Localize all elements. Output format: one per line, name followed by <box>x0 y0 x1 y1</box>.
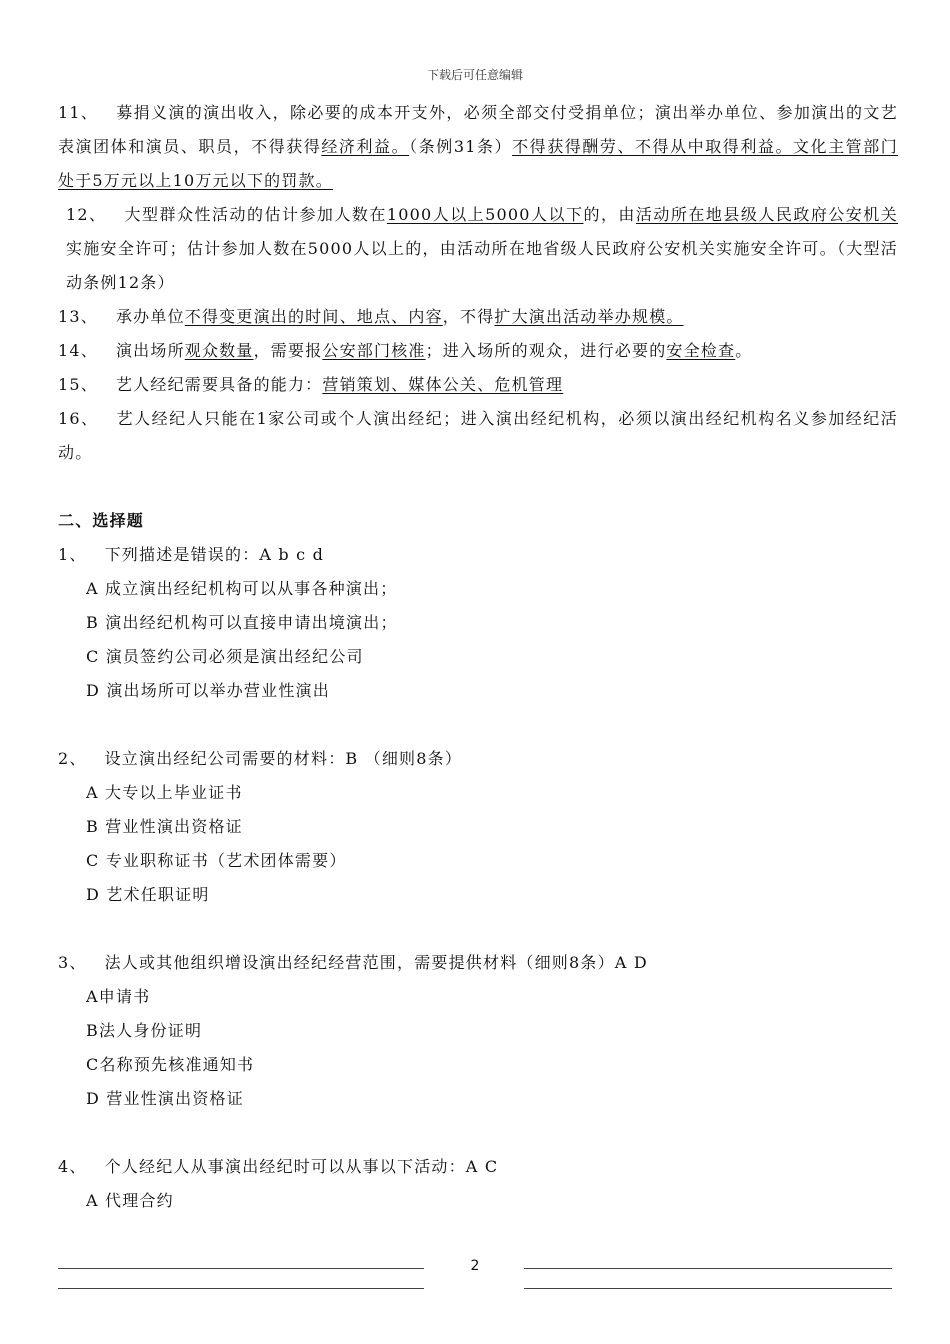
question-2: 2、 设立演出经纪公司需要的材料：B （细则8条） <box>58 749 463 768</box>
section-title: 二、选择题 <box>58 511 145 530</box>
option: D 演出场所可以举办营业性演出 <box>86 681 330 700</box>
underlined-answer: 安全检查 <box>666 341 736 360</box>
item-number: 13、 <box>58 307 98 326</box>
option: A 成立演出经纪机构可以从事各种演出； <box>86 579 398 598</box>
underlined-answer: 观众数量 <box>184 341 254 360</box>
option: A 大专以上毕业证书 <box>86 783 243 802</box>
item-number: 15、 <box>58 375 98 394</box>
underlined-answer: 经济利益。 <box>321 137 410 156</box>
option: B 营业性演出资格证 <box>86 817 243 836</box>
item-12: 12、 大型群众性活动的估计参加人数在1000人以上5000人以下的，由活动所在地县级人民政府公安机关实施安全许可；估计参加人数在5000人以上的，由活动所在地省级人民政府公安机关实施安全许可。（大型活动条例12条） <box>66 205 898 292</box>
page-number: 2 <box>470 1258 480 1274</box>
document-body <box>58 96 898 1218</box>
option: B法人身份证明 <box>86 1021 203 1040</box>
underlined-answer: 不得变更演出的时间、地点、内容 <box>184 307 443 326</box>
underlined-answer: 扩大演出活动举办规模。 <box>494 307 684 326</box>
question-1: 1、 下列描述是错误的：A b c d <box>58 545 325 564</box>
underlined-answer: 活动所在地县级人民政府公安机关 <box>635 205 898 224</box>
item-number: 14、 <box>58 341 98 360</box>
item-15: 15、 艺人经纪需要具备的能力：营销策划、媒体公关、危机管理 <box>58 375 564 394</box>
option: C名称预先核准通知书 <box>86 1055 255 1074</box>
item-number: 12、 <box>66 205 107 224</box>
question-3: 3、 法人或其他组织增设演出经纪经营范围，需要提供材料（细则8条）A D <box>58 953 648 972</box>
item-number: 11、 <box>58 103 99 122</box>
option: B 演出经纪机构可以直接申请出境演出； <box>86 613 398 632</box>
item-number: 16、 <box>58 409 99 428</box>
option: C 专业职称证书（艺术团体需要） <box>86 851 347 870</box>
option: C 演员签约公司必须是演出经纪公司 <box>86 647 364 666</box>
option: A 代理合约 <box>86 1191 174 1210</box>
underlined-answer: 营销策划、媒体公关、危机管理 <box>322 375 564 394</box>
item-16: 16、 艺人经纪人只能在1家公司或个人演出经纪；进入演出经纪机构，必须以演出经纪机构名义参加经纪活动。 <box>58 409 898 462</box>
option: D 艺术任职证明 <box>86 885 210 904</box>
underlined-answer: 不得获得酬劳、不得从中取得利益。文化主管部门处于5万元以上10万元以下的罚款。 <box>58 137 898 190</box>
option: D 营业性演出资格证 <box>86 1089 244 1108</box>
option: A申请书 <box>86 987 151 1006</box>
underlined-answer: 1000人以上5000人以下 <box>386 205 584 224</box>
question-4: 4、 个人经纪人从事演出经纪时可以从事以下活动：A C <box>58 1157 499 1176</box>
item-11: 11、 募捐义演的演出收入，除必要的成本开支外，必须全部交付受捐单位；演出举办单位、参加演出的文艺表演团体和演员、职员，不得获得经济利益。（条例31条）不得获得酬劳、不得从中取得利益。文化主管部门处于5万元以上10万元以下的罚款。 <box>58 103 898 190</box>
item-13: 13、 承办单位不得变更演出的时间、地点、内容，不得扩大演出活动举办规模。 <box>58 307 684 326</box>
footer-rule <box>58 1288 424 1289</box>
header-note: 下载后可任意编辑 <box>426 68 523 82</box>
underlined-answer: 公安部门核准 <box>322 341 426 360</box>
page-footer <box>0 1258 950 1298</box>
item-14: 14、 演出场所观众数量，需要报公安部门核准；进入场所的观众，进行必要的安全检查。 <box>58 341 753 360</box>
footer-rule <box>524 1288 892 1289</box>
